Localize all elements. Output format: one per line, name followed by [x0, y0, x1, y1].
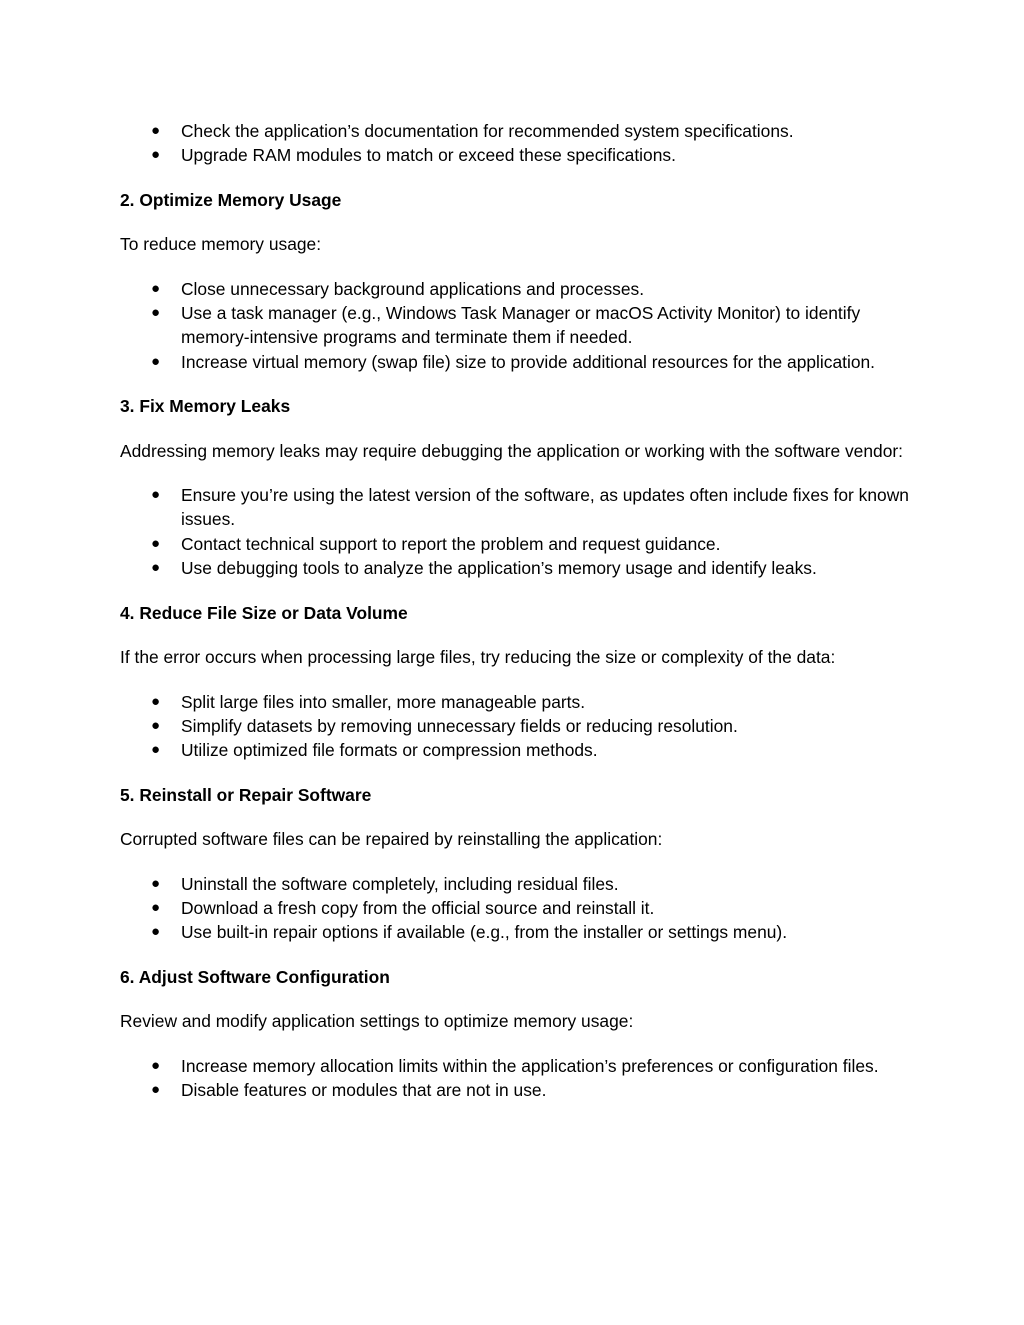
list-item	[120, 714, 910, 738]
section-bullet-list	[120, 1054, 910, 1103]
bullet-icon: ●	[151, 874, 161, 892]
list-item-text: Use built-in repair options if available (e.g., from the installer or settings menu).	[181, 922, 788, 943]
section-heading: 4. Reduce File Size or Data Volume	[120, 602, 408, 623]
bullet-icon: ●	[151, 1056, 161, 1074]
intro-bullet-list	[120, 119, 910, 168]
bullet-icon: ●	[151, 304, 161, 322]
list-item	[120, 301, 910, 350]
list-item-text: Use a task manager (e.g., Windows Task Manager or macOS Activity Monitor) to identify memory-intensive programs and terminate them if needed.	[181, 303, 861, 348]
list-item-text: Ensure you’re using the latest version of the software, as updates often include fixes for known issues.	[181, 485, 909, 530]
list-item-text: Close unnecessary background applications and processes.	[181, 278, 645, 299]
section-intro: Corrupted software files can be repaired by reinstalling the application:	[120, 829, 663, 850]
list-item-text: Increase memory allocation limits within the application’s preferences or configuration files.	[181, 1055, 879, 1076]
bullet-icon: ●	[151, 1080, 161, 1098]
bullet-icon: ●	[151, 923, 161, 941]
section-heading: 6. Adjust Software Configuration	[120, 966, 390, 987]
list-item-text: Utilize optimized file formats or compression methods.	[181, 740, 598, 761]
section-intro: Addressing memory leaks may require debugging the application or working with the software vendor:	[120, 440, 903, 461]
list-item	[120, 1054, 910, 1078]
bullet-icon: ●	[151, 559, 161, 577]
section-heading: 5. Reinstall or Repair Software	[120, 784, 372, 805]
bullet-icon: ●	[151, 716, 161, 734]
bullet-icon: ●	[151, 122, 161, 139]
section-bullet-list	[120, 872, 910, 945]
list-item	[120, 532, 910, 556]
bullet-icon: ●	[151, 741, 161, 759]
list-item-text: Simplify datasets by removing unnecessary fields or reducing resolution.	[181, 715, 738, 736]
section-heading: 2. Optimize Memory Usage	[120, 189, 342, 210]
list-item	[120, 483, 910, 532]
list-item	[120, 143, 910, 167]
section-bullet-list	[120, 483, 910, 581]
list-item	[120, 1078, 910, 1102]
list-item-text: Uninstall the software completely, including residual files.	[181, 873, 619, 894]
list-item	[120, 556, 910, 580]
bullet-icon: ●	[151, 279, 161, 297]
list-item	[120, 872, 910, 896]
bullet-icon: ●	[151, 534, 161, 552]
document-page	[120, 119, 910, 1102]
section-heading: 3. Fix Memory Leaks	[120, 396, 291, 417]
bullet-icon: ●	[151, 486, 161, 504]
section-intro: If the error occurs when processing large files, try reducing the size or complexity of the data:	[120, 647, 836, 668]
list-item	[120, 277, 910, 301]
list-item	[120, 350, 910, 374]
section-bullet-list	[120, 690, 910, 763]
list-item-text: Download a fresh copy from the official source and reinstall it.	[181, 897, 655, 918]
bullet-icon: ●	[151, 352, 161, 370]
list-item	[120, 896, 910, 920]
list-item-text: Use debugging tools to analyze the application’s memory usage and identify leaks.	[181, 558, 817, 579]
list-item-text: Check the application’s documentation for recommended system specifications.	[181, 121, 794, 141]
bullet-icon: ●	[151, 692, 161, 710]
section-intro: Review and modify application settings to optimize memory usage:	[120, 1011, 634, 1032]
list-item-text: Upgrade RAM modules to match or exceed these specifications.	[181, 145, 676, 166]
list-item	[120, 920, 910, 944]
section-bullet-list	[120, 277, 910, 375]
section-intro: To reduce memory usage:	[120, 234, 322, 255]
list-item	[120, 690, 910, 714]
list-item-text: Increase virtual memory (swap file) size to provide additional resources for the application.	[181, 351, 876, 372]
list-item	[120, 738, 910, 762]
bullet-icon: ●	[151, 898, 161, 916]
list-item-text: Contact technical support to report the problem and request guidance.	[181, 533, 721, 554]
list-item-text: Disable features or modules that are not in use.	[181, 1079, 547, 1100]
list-item	[120, 119, 910, 143]
bullet-icon: ●	[151, 146, 161, 164]
list-item-text: Split large files into smaller, more manageable parts.	[181, 691, 586, 712]
